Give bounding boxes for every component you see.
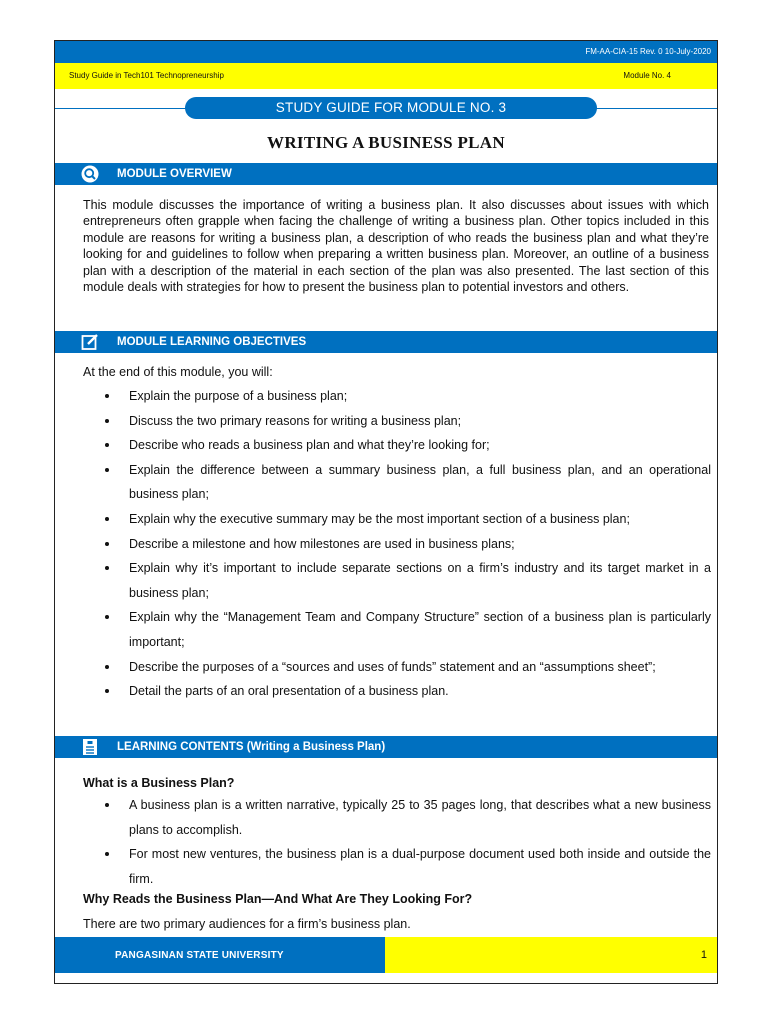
search-icon — [81, 165, 99, 183]
footer-university-bar — [55, 937, 385, 973]
list-item: For most new ventures, the business plan is a dual-purpose document used both inside and outside the firm. — [83, 842, 711, 891]
list-item: Explain why it’s important to include separate sections on a firm’s industry and its target market in a business plan; — [83, 556, 711, 605]
module-banner: STUDY GUIDE FOR MODULE NO. 3 — [185, 97, 597, 119]
list-item: Explain why the “Management Team and Company Structure” section of a business plan is particularly important; — [83, 605, 711, 654]
document-icon — [81, 738, 99, 756]
section-label: LEARNING CONTENTS (Writing a Business Plan) — [117, 741, 386, 753]
section-header-overview — [55, 163, 717, 185]
overview-text: This module discusses the importance of writing a business plan. It also discusses about issues with which entrepreneurs often grapple when facing the challenge of writing a business plan. Other topics included in this module are reasons for writing a business plan, a description of who reads the business plan and what they’re looking for and guidelines to follow when preparing a written business plan. Moreover, an outline of a business plan with a description of the material in each section of the plan was also presented. The last section of this module deals with strategies for how to present the business plan to potential investors and others. — [83, 198, 709, 295]
page-number: 1 — [700, 949, 707, 961]
header-subbar — [55, 63, 717, 89]
section-header-contents — [55, 736, 717, 758]
paragraph: There are two primary audiences for a firm’s business plan. — [83, 917, 411, 931]
page-title: WRITING A BUSINESS PLAN — [267, 133, 505, 152]
document-code: FM-AA-CIA-15 Rev. 0 10-July-2020 — [585, 47, 711, 56]
list-item: Describe the purposes of a “sources and uses of funds” statement and an “assumptions sheet”; — [83, 655, 711, 680]
list-item: Explain the purpose of a business plan; — [83, 384, 711, 409]
edit-icon — [81, 333, 99, 351]
section-label: MODULE LEARNING OBJECTIVES — [117, 336, 307, 348]
study-guide-label: Study Guide in Tech101 Technopreneurship — [69, 71, 224, 80]
question-heading: What is a Business Plan? — [83, 776, 235, 790]
list-item: Describe who reads a business plan and what they’re looking for; — [83, 433, 711, 458]
document-page — [54, 40, 718, 984]
list-item: A business plan is a written narrative, typically 25 to 35 pages long, that describes what a new business plans to accomplish. — [83, 793, 711, 842]
header-bar — [55, 41, 717, 63]
list-item: Explain why the executive summary may be the most important section of a business plan; — [83, 507, 711, 532]
contents-list — [83, 793, 711, 891]
section-label: MODULE OVERVIEW — [117, 168, 232, 180]
footer-page-bar — [385, 937, 717, 973]
question-heading: Why Reads the Business Plan—And What Are They Looking For? — [83, 892, 473, 906]
university-name: PANGASINAN STATE UNIVERSITY — [115, 950, 284, 961]
objectives-intro: At the end of this module, you will: — [83, 365, 273, 379]
list-item: Explain the difference between a summary business plan, a full business plan, and an operational business plan; — [83, 458, 711, 507]
objectives-list — [83, 384, 711, 704]
list-item: Describe a milestone and how milestones are used in business plans; — [83, 532, 711, 557]
section-header-objectives — [55, 331, 717, 353]
list-item: Detail the parts of an oral presentation of a business plan. — [83, 679, 711, 704]
list-item: Discuss the two primary reasons for writing a business plan; — [83, 409, 711, 434]
module-number: Module No. 4 — [623, 71, 671, 80]
